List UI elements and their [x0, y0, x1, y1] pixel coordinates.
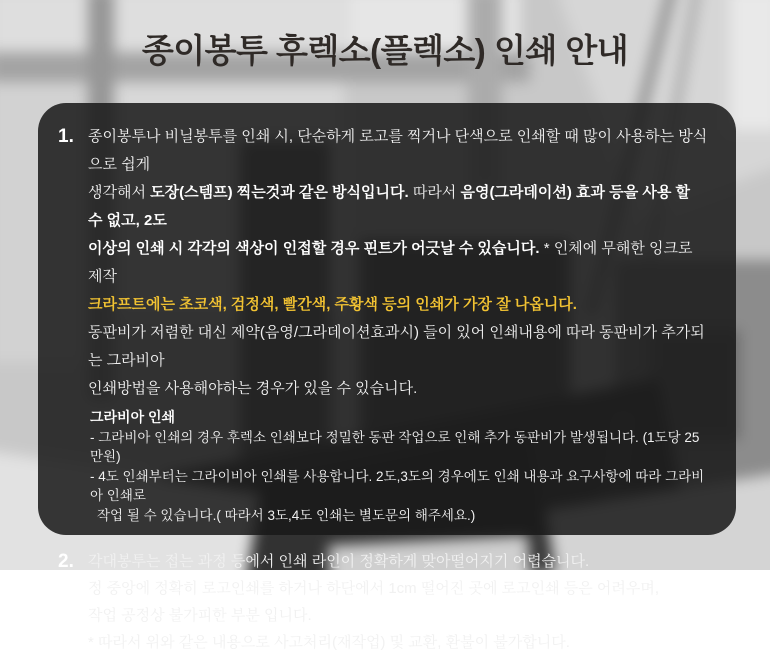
text-run-bold: 음영(그라데이션) 효과 등을 사용 할 수 없고, 2도 — [88, 184, 690, 229]
item-1-body — [88, 123, 708, 525]
notice-item-2 — [58, 548, 708, 656]
gravure-subsection — [88, 408, 708, 525]
kraft-highlight-line: 크라프트에는 초코색, 검정색, 빨간색, 주황색 등의 인쇄가 가장 잘 나옵니다. — [88, 296, 577, 313]
gravure-bullet-2: - 4도 인쇄부터는 그라이비아 인쇄를 사용합니다. 2도,3도의 경우에도 인쇄 내용과 요구사항에 따라 그라비아 인쇄로 — [90, 468, 705, 503]
text-run-bold: 도장(스템프) 찍는것과 같은 방식입니다. — [150, 184, 409, 201]
item-2-body — [88, 548, 708, 656]
item-1-line-3 — [88, 235, 708, 291]
item-1-line-5 — [88, 319, 708, 375]
item-number: 2. — [58, 551, 74, 572]
text-run: 인쇄방법을 사용해야하는 경우가 있을 수 있습니다. — [88, 380, 418, 397]
item-2-line-2: 정 중앙에 정확히 로고인쇄를 하거나 하단에서 1cm 떨어진 곳에 로고인쇄 등은 어려우며, — [88, 580, 660, 597]
gravure-bullet-2-continued: 작업 될 수 있습니다.( 따라서 3도,4도 인쇄는 별도문의 해주세요.) — [97, 507, 476, 523]
notice-panel — [38, 103, 736, 651]
item-1-line-6 — [88, 375, 708, 403]
text-run: 종이봉투나 비닐봉투를 인쇄 시, 단순하게 로고를 찍거나 단색으로 인쇄할 때 많이 사용하는 방식으로 쉽게 — [88, 128, 708, 173]
page-title: 종이봉투 후렉소(플렉소) 인쇄 안내 — [141, 32, 629, 69]
text-run: 동판비가 저렴한 대신 제약(음영/그라데이션효과시) 들이 있어 인쇄내용에 따라 동판비가 추가되는 그라비아 — [88, 324, 705, 369]
item-2-line-3: 작업 공정상 불가피한 부분 입니다. — [88, 607, 312, 624]
item-1-line-1 — [88, 123, 708, 179]
item-1-line-2 — [88, 179, 708, 235]
text-run-bold: 이상의 인쇄 시 각각의 색상이 인접할 경우 핀트가 어긋날 수 있습니다. — [88, 240, 540, 257]
text-run: 따라서 — [408, 184, 461, 201]
notice-item-1 — [58, 123, 708, 525]
gravure-heading: 그라비아 인쇄 — [90, 409, 176, 425]
item-number: 1. — [58, 126, 74, 147]
refund-warning-note: * 따라서 위와 같은 내용으로 사고처리(재작업) 및 교환, 환불이 불가합니다. — [88, 634, 570, 651]
text-run: * 인체에 무해한 잉크로 제작 — [88, 240, 693, 285]
gravure-bullet-1: - 그라비아 인쇄의 경우 후렉소 인쇄보다 정밀한 동판 작업으로 인해 추가 동판비가 발생됩니다. (1도당 25만원) — [90, 429, 700, 464]
text-run: 생각해서 — [88, 184, 151, 201]
item-2-line-1: 각대봉투는 접는 과정 등에서 인쇄 라인이 정확하게 맞아떨어지기 어렵습니다. — [88, 553, 590, 570]
